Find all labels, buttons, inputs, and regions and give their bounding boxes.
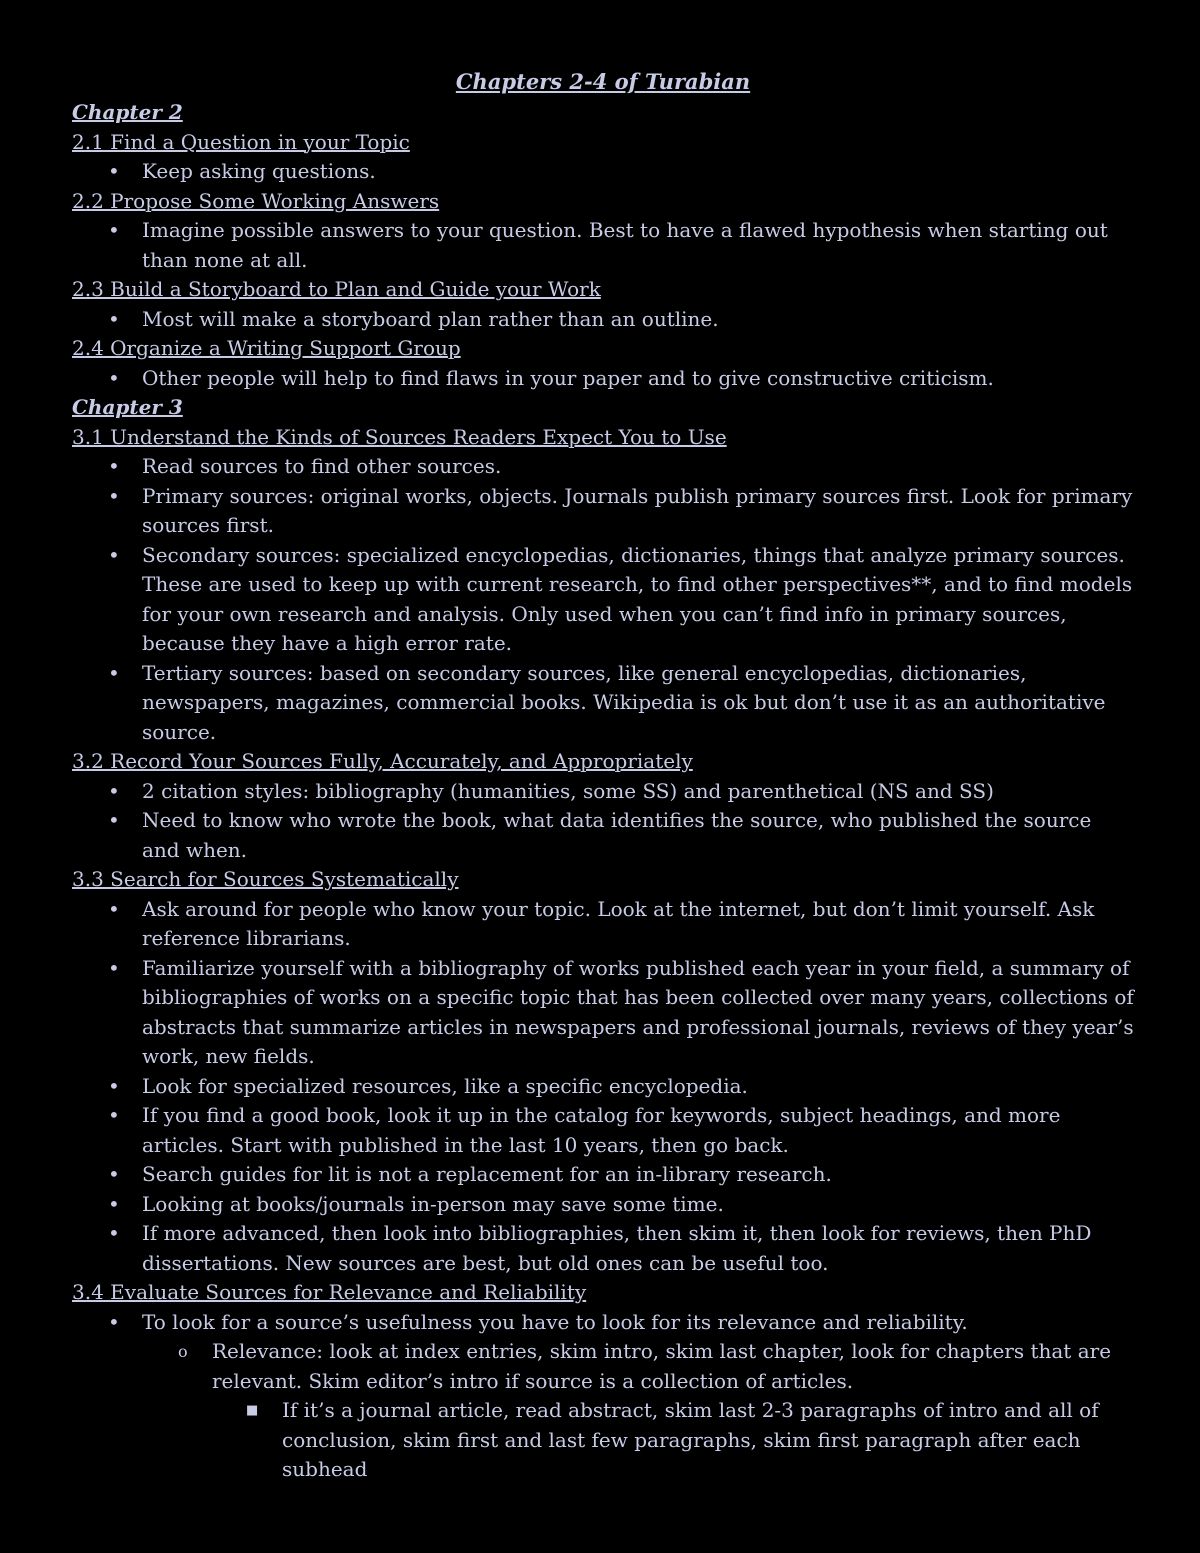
section-2-3-heading: 2.3 Build a Storyboard to Plan and Guide your Work	[72, 277, 601, 301]
chapter-2-heading: Chapter 2	[72, 100, 183, 124]
document-page	[72, 66, 1134, 1485]
section-3-2-list	[72, 777, 1134, 866]
list-item: • Look for specialized resources, like a specific encyclopedia.	[72, 1072, 1134, 1102]
section-2-1-heading: 2.1 Find a Question in your Topic	[72, 129, 410, 154]
section-2-4-heading: 2.4 Organize a Writing Support Group	[72, 336, 461, 360]
list-item: • Search guides for lit is not a replacement for an in-library research.	[72, 1160, 1134, 1190]
list-item: • 2 citation styles: bibliography (humanities, some SS) and parenthetical (NS and SS)	[72, 777, 1134, 807]
list-item: • Need to know who wrote the book, what data identifies the source, who published the source and when.	[72, 806, 1134, 865]
list-item: • Imagine possible answers to your question. Best to have a flawed hypothesis when starting out than none at all.	[72, 216, 1134, 275]
list-item: • Looking at books/journals in-person may save some time.	[72, 1190, 1134, 1220]
chapter-3-heading: Chapter 3	[72, 395, 183, 419]
nested-list-level-3	[212, 1396, 1134, 1485]
list-item: • Primary sources: original works, objects. Journals publish primary sources first. Look for primary sources first.	[72, 482, 1134, 541]
list-item: • Ask around for people who know your topic. Look at the internet, but don’t limit yourself. Ask reference librarians.	[72, 895, 1134, 954]
nested-list-item	[142, 1337, 1134, 1485]
list-item: • If more advanced, then look into bibliographies, then skim it, then look for reviews, then PhD dissertations. New sources are best, but old ones can be useful too.	[72, 1219, 1134, 1278]
list-item-text: • To look for a source’s usefulness you have to look for its relevance and reliability.	[142, 1309, 968, 1334]
section-3-1-heading: 3.1 Understand the Kinds of Sources Readers Expect You to Use	[72, 424, 727, 449]
list-item: • Keep asking questions.	[72, 157, 1134, 187]
section-3-4-list	[72, 1308, 1134, 1485]
section-3-3-list	[72, 895, 1134, 1279]
list-item	[72, 1308, 1134, 1485]
section-3-3-heading: 3.3 Search for Sources Systematically	[72, 867, 459, 891]
section-3-1-list	[72, 452, 1134, 747]
list-item: • Secondary sources: specialized encyclopedias, dictionaries, things that analyze primary sources. These are used to keep up with current research, to find other perspectives**, and to find models for your own research and analysis. Only used when you can’t find info in primary sources, because they have a high error rate.	[72, 541, 1134, 659]
list-item: • Most will make a storyboard plan rather than an outline.	[72, 305, 1134, 335]
nested-list-item-text: o Relevance: look at index entries, skim intro, skim last chapter, look for chapters that are relevant. Skim editor’s intro if source is a collection of articles.	[212, 1339, 1112, 1393]
section-3-2-heading: 3.2 Record Your Sources Fully, Accurately, and Appropriately	[72, 749, 693, 773]
list-item: • Familiarize yourself with a bibliography of works published each year in your field, a summary of bibliographies of works on a specific topic that has been collected over many years, collections of abstracts that summarize articles in newspapers and professional journals, reviews of they year’s work, new fields.	[72, 954, 1134, 1072]
section-2-1-list	[72, 157, 1134, 187]
document-title: Chapters 2-4 of Turabian	[455, 69, 751, 94]
list-item: • Other people will help to find flaws in your paper and to give constructive criticism.	[72, 364, 1134, 394]
list-item: • If you find a good book, look it up in the catalog for keywords, subject headings, and more articles. Start with published in the last 10 years, then go back.	[72, 1101, 1134, 1160]
section-3-4-heading: 3.4 Evaluate Sources for Relevance and Reliability	[72, 1280, 587, 1304]
section-2-4-list	[72, 364, 1134, 394]
section-2-3-list	[72, 305, 1134, 335]
section-2-2-heading: 2.2 Propose Some Working Answers	[72, 188, 440, 213]
list-item: • Read sources to find other sources.	[72, 452, 1134, 482]
list-item: • Tertiary sources: based on secondary sources, like general encyclopedias, dictionaries, newspapers, magazines, commercial books. Wikipedia is ok but don’t use it as an authoritative source.	[72, 659, 1134, 748]
nested-list-item-level-3: ■ If it’s a journal article, read abstract, skim last 2-3 paragraphs of intro and all of conclusion, skim first and last few paragraphs, skim first paragraph after each subhead	[212, 1396, 1134, 1485]
nested-list	[142, 1337, 1134, 1485]
section-2-2-list	[72, 216, 1134, 275]
